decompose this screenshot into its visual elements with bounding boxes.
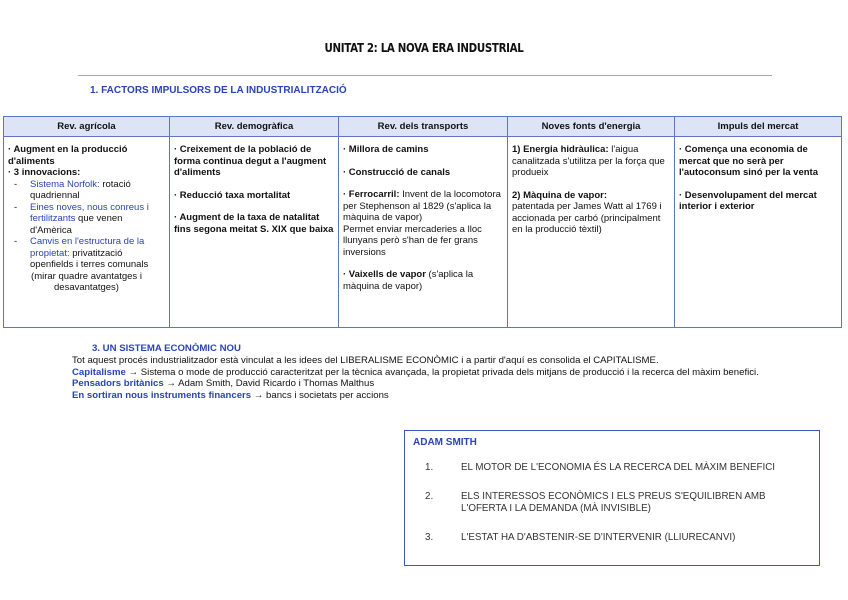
header-agricola: Rev. agrícola bbox=[4, 117, 170, 137]
instruments-line: En sortiran nous instruments financers → bancs i societats per accions bbox=[72, 390, 389, 402]
page-title: UNITAT 2: LA NOVA ERA INDUSTRIAL bbox=[324, 40, 524, 55]
adam-smith-box bbox=[404, 430, 820, 566]
energia-p2-text: patentada per James Watt al 1769 i accionada per carbó (principalment en la producció tèxtil) bbox=[512, 201, 662, 235]
innovations-list bbox=[8, 179, 165, 271]
list-item: 2. ELS INTERESSOS ECONÒMICS I ELS PREUS S'EQUILIBREN AMB L'OFERTA I LA DEMANDA (MÀ INVISIBLE) bbox=[425, 491, 766, 514]
list-item: - Canvis en l'estructura de la propietat: privatització openfields i terres comunals bbox=[30, 236, 165, 271]
transports-p3b: Permet enviar mercaderies a lloc llunyans però s'han de fer grans inversions bbox=[343, 223, 482, 258]
demografica-p2: · Reducció taxa mortalitat bbox=[174, 189, 291, 201]
transports-p2: · Construcció de canals bbox=[343, 166, 451, 178]
list-item: 1. EL MOTOR DE L'ECONOMIA ÉS LA RECERCA DEL MÀXIM BENEFICI bbox=[425, 462, 775, 473]
demografica-p1: · Creixement de la població de forma continua degut a l'augment d'aliments bbox=[174, 144, 327, 178]
divider bbox=[78, 75, 772, 76]
agricola-p2: · 3 innovacions: bbox=[8, 167, 81, 178]
mercat-p2: · Desenvolupament del mercat interior i exterior bbox=[679, 189, 817, 212]
section-3-line1: Tot aquest procés industrialitzador està vinculat a les idees del LIBERALISME ECONÒMIC i a partir d'aquí es consolida el CAPITALISME. bbox=[72, 354, 659, 366]
header-transports: Rev. dels transports bbox=[339, 117, 508, 137]
header-mercat: Impuls del mercat bbox=[675, 117, 841, 137]
cell-mercat bbox=[675, 137, 841, 327]
capitalisme-line: Capitalisme → Sistema o mode de producció caracteritzat per la tècnica avançada, la propietat privada dels mitjans de producció i la recerca del màxim benefici. bbox=[72, 366, 759, 378]
list-item: - Eines noves, nous conreus i fertilitzants que venen d'Amèrica bbox=[30, 202, 165, 237]
transports-p3: · Ferrocarril: Invent de la locomotora per Stephenson al 1829 (s'aplica la màquina de vapor) bbox=[343, 189, 501, 223]
adam-smith-title: ADAM SMITH bbox=[413, 437, 477, 448]
pensadors-line: Pensadors britànics → Adam Smith, David Ricardo i Thomas Malthus bbox=[72, 378, 375, 390]
cell-agricola bbox=[4, 137, 170, 327]
section-1-heading: 1. FACTORS IMPULSORS DE LA INDUSTRIALITZACIÓ bbox=[90, 85, 347, 96]
section-3 bbox=[72, 343, 792, 402]
cell-energia bbox=[508, 137, 675, 327]
transports-p4: · Vaixells de vapor (s'aplica la màquina de vapor) bbox=[343, 269, 474, 292]
list-item: - Sistema Norfolk: rotació quadriennal bbox=[30, 179, 165, 202]
header-demografica: Rev. demogràfica bbox=[170, 117, 339, 137]
adam-smith-list bbox=[413, 462, 811, 544]
cell-transports bbox=[339, 137, 508, 327]
list-item: 3. L'ESTAT HA D'ABSTENIR-SE D'INTERVENIR (LLIURECANVI) bbox=[425, 532, 736, 543]
section-3-heading: 3. UN SISTEMA ECONÒMIC NOU bbox=[92, 343, 241, 354]
factors-table bbox=[3, 116, 842, 328]
agricola-note: (mirar quadre avantatges i desavantatges) bbox=[31, 270, 142, 293]
agricola-p1: · Augment en la producció d'aliments bbox=[8, 144, 128, 167]
energia-p2-label: 2) Màquina de vapor: bbox=[512, 189, 608, 201]
header-energia: Noves fonts d'energia bbox=[508, 117, 675, 137]
demografica-p3: · Augment de la taxa de natalitat fins segona meitat S. XIX que baixa bbox=[174, 212, 334, 235]
transports-p1: · Millora de camins bbox=[343, 144, 429, 155]
mercat-p1: · Comença una economia de mercat que no serà per l'autoconsum sinó per la venta bbox=[679, 144, 818, 178]
cell-demografica bbox=[170, 137, 339, 327]
energia-p1: 1) Energia hidràulica: l'aigua canalitzada s'utilitza per la força que produeix bbox=[512, 144, 665, 178]
